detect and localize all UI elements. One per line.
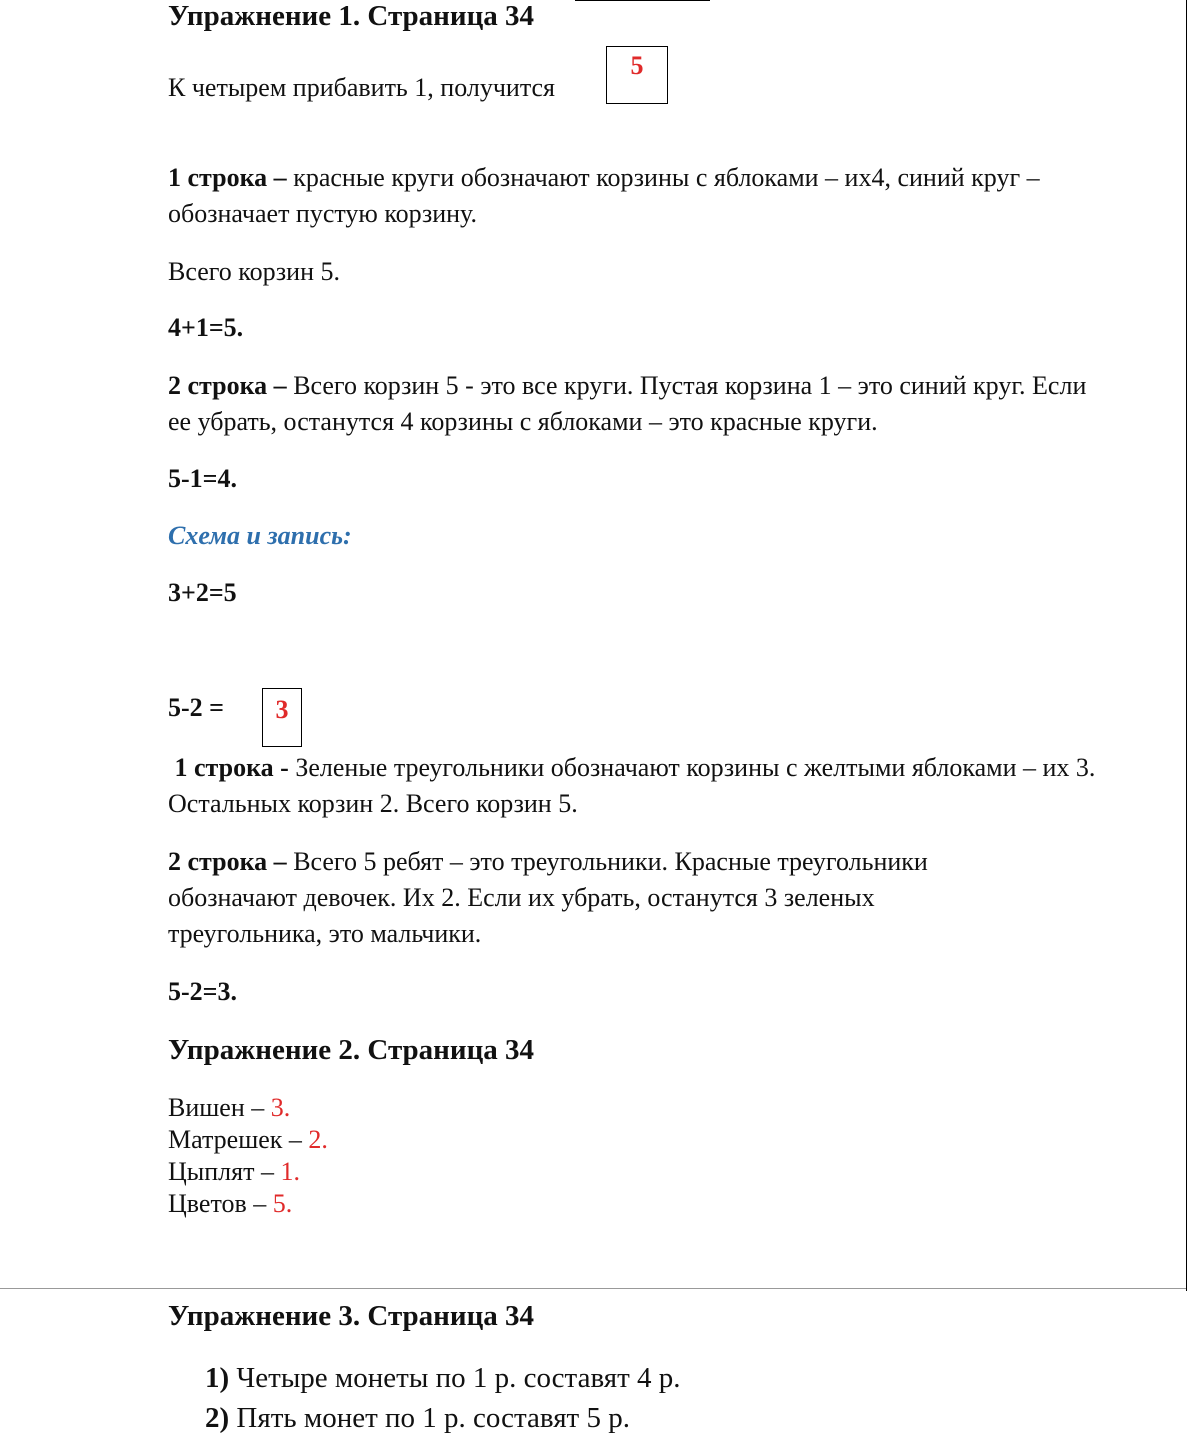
right-border-line [1186,0,1187,1291]
exercise-1-title: Упражнение 1. Страница 34 [168,0,535,32]
row-text: Зеленые треугольники обозначают корзины с желтыми яблоками – их 3. Остальных корзин 2. Всего корзин 5. [168,753,1096,818]
count-flowers: Цветов – 5. [168,1189,293,1218]
equation-3-plus-2: 3+2=5 [168,578,237,607]
row-lead: 2 строка – [168,371,287,400]
answer-box-value: 5 [630,51,644,80]
exercise-3-title: Упражнение 3. Страница 34 [168,1300,535,1332]
total-baskets: Всего корзин 5. [168,257,340,286]
paragraph-row2-triangles [168,844,1008,952]
scheme-heading: Схема и запись: [168,521,352,550]
count-chicks: Цыплят – 1. [168,1157,300,1186]
row-text: Всего 5 ребят – это треугольники. Красные треугольники обозначают девочек. Их 2. Если их убрать, останутся 3 зеленых треугольника, это мальчики. [168,847,928,948]
row-lead: 1 строка - [174,753,289,782]
counts-list [168,1092,328,1220]
paragraph-row1 [168,160,1098,232]
row-text: красные круги обозначают корзины с яблоками – их4, синий круг – обозначает пустую корзину. [168,163,1040,228]
exercise-2-title: Упражнение 2. Страница 34 [168,1034,535,1066]
top-border-line [575,0,710,1]
equation-5-minus-1: 5-1=4. [168,464,237,493]
row-lead: 1 строка – [168,163,287,192]
count-cherries: Вишен – 3. [168,1093,291,1122]
coins-list [205,1358,681,1438]
page-separator [0,1288,1186,1289]
equation-4-plus-1: 4+1=5. [168,313,244,342]
row-text: Всего корзин 5 - это все круги. Пустая корзина 1 – это синий круг. Если ее убрать, останутся 4 корзины с яблоками – это красные круги. [168,371,1087,436]
answer-box-value: 3 [275,695,289,724]
count-dolls: Матрешек – 2. [168,1125,328,1154]
answer-box-3 [262,688,302,747]
exercise-1-intro: К четырем прибавить 1, получится [168,73,556,102]
equation-5-minus-2: 5-2 = [168,693,224,722]
equation-5-minus-2-result: 5-2=3. [168,977,237,1006]
list-item: 1) Четыре монеты по 1 р. составят 4 р. [205,1362,681,1394]
row-lead: 2 строка – [168,847,287,876]
paragraph-row2 [168,368,1098,440]
paragraph-row1-triangles [168,750,1098,822]
answer-box-5 [606,46,668,104]
list-item: 2) Пять монет по 1 р. составят 5 р. [205,1402,630,1434]
